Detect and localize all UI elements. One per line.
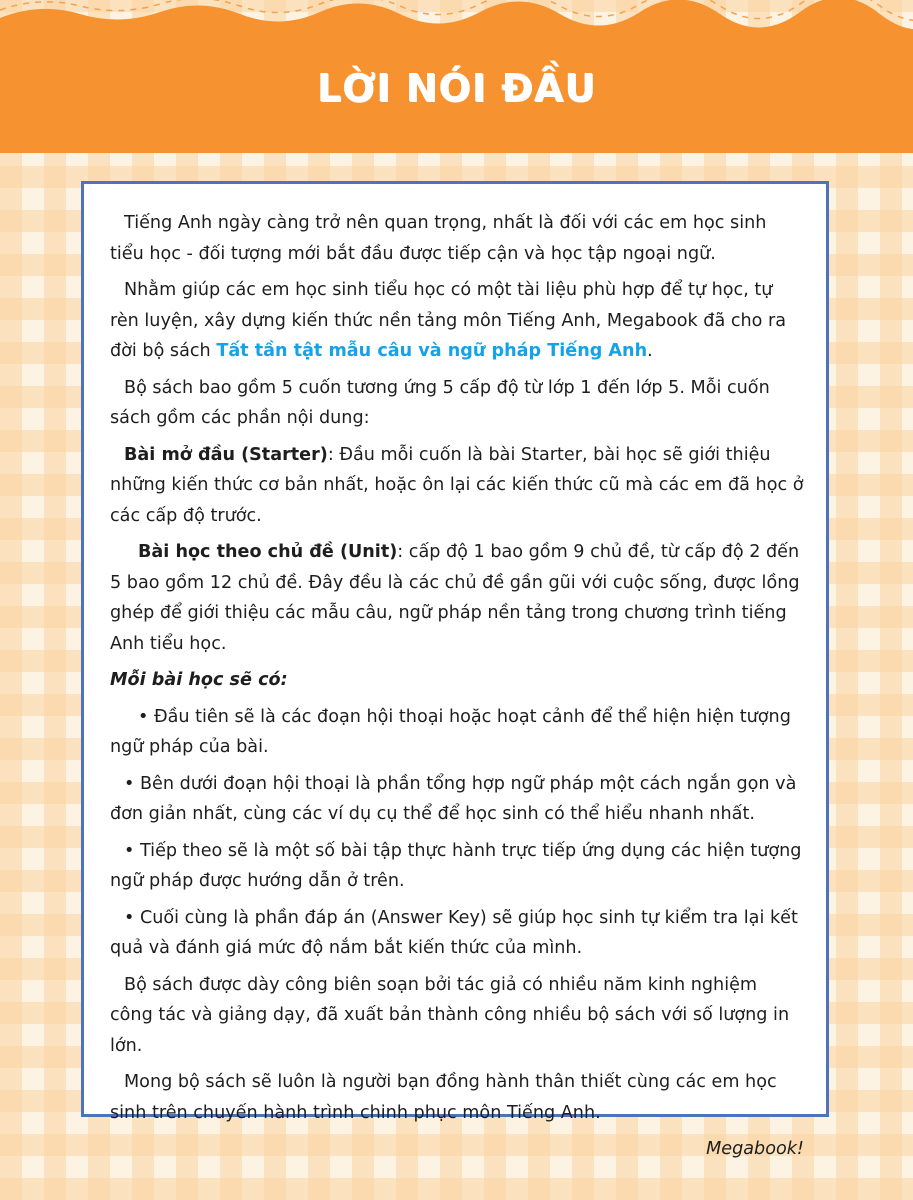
subheading: Mỗi bài học sẽ có: — [110, 670, 288, 690]
page-title: LỜI NÓI ĐẦU — [316, 66, 597, 110]
header-banner — [0, 0, 913, 153]
bullet-item: • Bên dưới đoạn hội thoại là phần tổng hợp ngữ pháp một cách ngắn gọn và đơn giản nhất, cùng các ví dụ cụ thể để học sinh có thể hiểu nhanh nhất. — [110, 773, 797, 824]
bold-term: Bài mở đầu (Starter) — [124, 444, 328, 465]
bullet-item: • Tiếp theo sẽ là một số bài tập thực hành trực tiếp ứng dụng các hiện tượng ngữ pháp được hướng dẫn ở trên. — [110, 840, 802, 891]
text: . — [647, 341, 653, 361]
book-title: Tất tần tật mẫu câu và ngữ pháp Tiếng Anh — [216, 341, 648, 361]
preface-box — [81, 181, 829, 1159]
bullet-item: • Đầu tiên sẽ là các đoạn hội thoại hoặc hoạt cảnh để thể hiện hiện tượng ngữ pháp của bài. — [110, 706, 791, 757]
paragraph: Tiếng Anh ngày càng trở nên quan trọng, nhất là đối với các em học sinh tiểu học - đối tượng mới bắt đầu được tiếp cận và học tập ngoại ngữ. — [110, 213, 767, 264]
bold-term: Bài học theo chủ đề (Unit) — [138, 542, 398, 562]
paragraph: Bộ sách được dày công biên soạn bởi tác giả có nhiều năm kinh nghiệm công tác và giảng dạy, đã xuất bản thành công nhiều bộ sách với số lượng in lớn. — [110, 974, 790, 1056]
paragraph — [110, 440, 804, 532]
bullet-item: • Cuối cùng là phần đáp án (Answer Key) sẽ giúp học sinh tự kiểm tra lại kết quả và đánh giá mức độ nắm bắt kiến thức của mình. — [110, 907, 798, 958]
text: : Đầu mỗi cuốn là bài Starter, bài học sẽ giới thiệu những kiến thức cơ bản nhất, hoặc ôn lại các kiến thức cũ mà các em đã học ở các cấp độ trước. — [110, 444, 804, 526]
paragraph: Mong bộ sách sẽ luôn là người bạn đồng hành thân thiết cùng các em học sinh trên chuyến hành trình chinh phục môn Tiếng Anh. — [110, 1072, 777, 1123]
text: : cấp độ 1 bao gồm 9 chủ đề, từ cấp độ 2 đến 5 bao gồm 12 chủ đề. Đây đều là các chủ đề gần gũi với cuộc sống, được lồng ghép để giới thiệu các mẫu câu, ngữ pháp nền tảng trong chương trình tiếng Anh tiểu học. — [110, 542, 800, 654]
preface-text — [110, 208, 804, 1171]
signature: Megabook! — [706, 1139, 804, 1159]
paragraph — [110, 275, 804, 367]
text: Nhằm giúp các em học sinh tiểu học có một tài liệu phù hợp để tự học, tự rèn luyện, xây dựng kiến thức nền tảng môn Tiếng Anh, Megabook đã cho ra đời bộ sách — [110, 280, 787, 361]
paragraph: Bộ sách bao gồm 5 cuốn tương ứng 5 cấp độ từ lớp 1 đến lớp 5. Mỗi cuốn sách gồm các phần nội dung: — [110, 377, 770, 428]
paragraph — [110, 537, 804, 659]
